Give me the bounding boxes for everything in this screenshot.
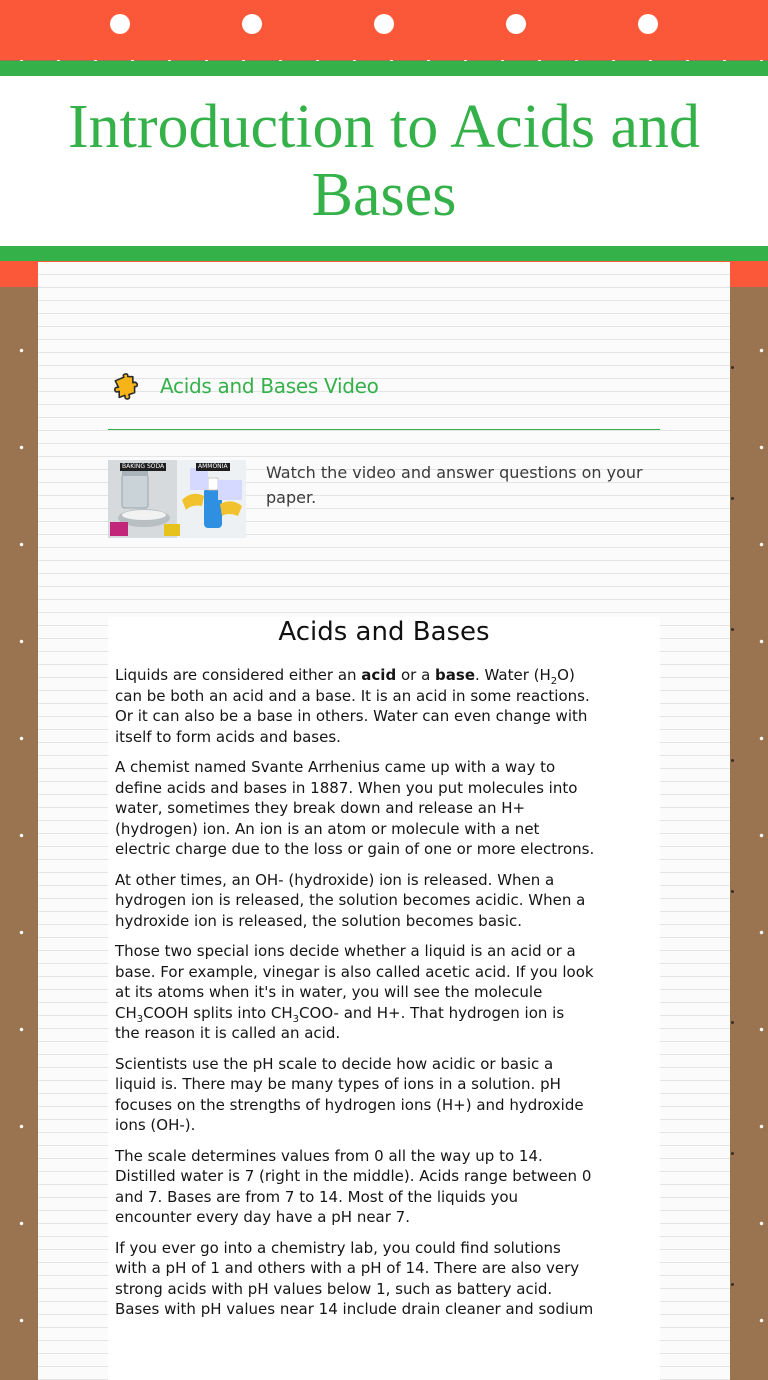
article-image: [108, 617, 660, 1380]
article-line: The scale determines values from 0 all the way up to 14.: [115, 1146, 543, 1165]
subscript: 2: [550, 676, 558, 687]
article-line: $CH_3COOH$ splits into $CH_3COO-$ and H+. That hydrogen ion is: [115, 1003, 565, 1025]
article-paragraph: [115, 1238, 660, 1320]
subscript: 3: [292, 1013, 300, 1025]
article-line: electric charge due to the loss or gain of one or more electrons.: [115, 840, 595, 858]
binder-hole: [374, 14, 394, 34]
article-line: If you ever go into a chemistry lab, you could find solutions: [115, 1238, 561, 1257]
article-paragraph: [115, 1054, 660, 1136]
article-line: hydroxide ion is released, the solution becomes basic.: [115, 911, 523, 930]
video-heading: Acids and Bases Video: [160, 374, 379, 398]
article-line: base. For example, vinegar is also called acetic acid. If you look: [115, 962, 594, 981]
article-line: define acids and bases in 1887. When you put molecules into: [115, 778, 578, 797]
article-line: Bases with pH values near 14 include drain cleaner and sodium: [115, 1300, 594, 1318]
title-border-bottom: [0, 246, 768, 261]
section-divider: [108, 429, 660, 430]
article-title: Acids and Bases: [278, 617, 490, 647]
article-body: [108, 665, 660, 1320]
article-line: focuses on the strengths of hydrogen ions (H+) and hydroxide: [115, 1095, 584, 1114]
title-border-top: [0, 61, 768, 76]
article-line: Liquids are considered either an acid or a base. Water $(H_2O)$: [115, 666, 575, 687]
bold-term: acid: [361, 666, 397, 684]
top-banner-stripe: [0, 0, 768, 60]
article-line: Or it can also be a base in others. Water can even change with: [115, 707, 588, 725]
article-line: strong acids with pH values below 1, such as battery acid.: [115, 1279, 553, 1298]
article-paragraph: [115, 941, 660, 1044]
article-paragraph: [115, 665, 660, 747]
article-paragraph: [115, 757, 660, 860]
page-title: Introduction to Acids and Bases: [68, 93, 700, 229]
article-line: itself to form acids and bases.: [115, 727, 341, 746]
article-line: At other times, an OH- (hydroxide) ion is released. When a: [115, 870, 555, 889]
binder-hole: [506, 14, 526, 34]
video-thumbnail-image: [108, 460, 246, 538]
article-line: the reason it is called an acid.: [115, 1024, 341, 1042]
video-thumbnail[interactable]: [108, 460, 246, 538]
article-line: Scientists use the pH scale to decide how acidic or basic a: [115, 1054, 554, 1073]
article-line: water, sometimes they break down and release an H+: [115, 799, 526, 817]
article-line: liquid is. There may be many types of ions in a solution. pH: [115, 1075, 561, 1093]
article-line: Those two special ions decide whether a liquid is an acid or a: [115, 942, 576, 960]
binder-hole: [242, 14, 262, 34]
binder-hole: [110, 14, 130, 34]
subscript: 3: [136, 1013, 144, 1025]
bold-term: base: [435, 666, 476, 684]
article-line: can be both an acid and a base. It is an acid in some reactions.: [115, 686, 590, 705]
article-line: with a pH of 1 and others with a pH of 14. There are also very: [115, 1259, 580, 1277]
thumbnail-label-right: AMMONIA: [198, 463, 228, 470]
article-paragraph: [115, 1146, 660, 1228]
article-line: and 7. Bases are from 7 to 14. Most of the liquids you: [115, 1187, 519, 1206]
puzzle-piece-icon: [112, 370, 140, 402]
article-line: ions (OH-).: [115, 1116, 196, 1134]
article-line: hydrogen ion is released, the solution becomes acidic. When a: [115, 891, 586, 909]
article-line: encounter every day have a pH near 7.: [115, 1208, 410, 1226]
article-line: at its atoms when it's in water, you will see the molecule: [115, 983, 543, 1001]
article-line: A chemist named Svante Arrhenius came up with a way to: [115, 758, 556, 776]
binder-hole: [638, 14, 658, 34]
article-line: (hydrogen) ion. An ion is an atom or molecule with a net: [115, 819, 540, 838]
video-section-header: [112, 370, 379, 402]
thumbnail-label-left: BAKING SODA: [122, 463, 165, 470]
video-instructions: Watch the video and answer questions on your paper.: [266, 463, 643, 507]
article-paragraph: [115, 870, 660, 932]
article-line: Distilled water is 7 (right in the middle). Acids range between 0: [115, 1167, 592, 1185]
title-area: [0, 76, 768, 246]
